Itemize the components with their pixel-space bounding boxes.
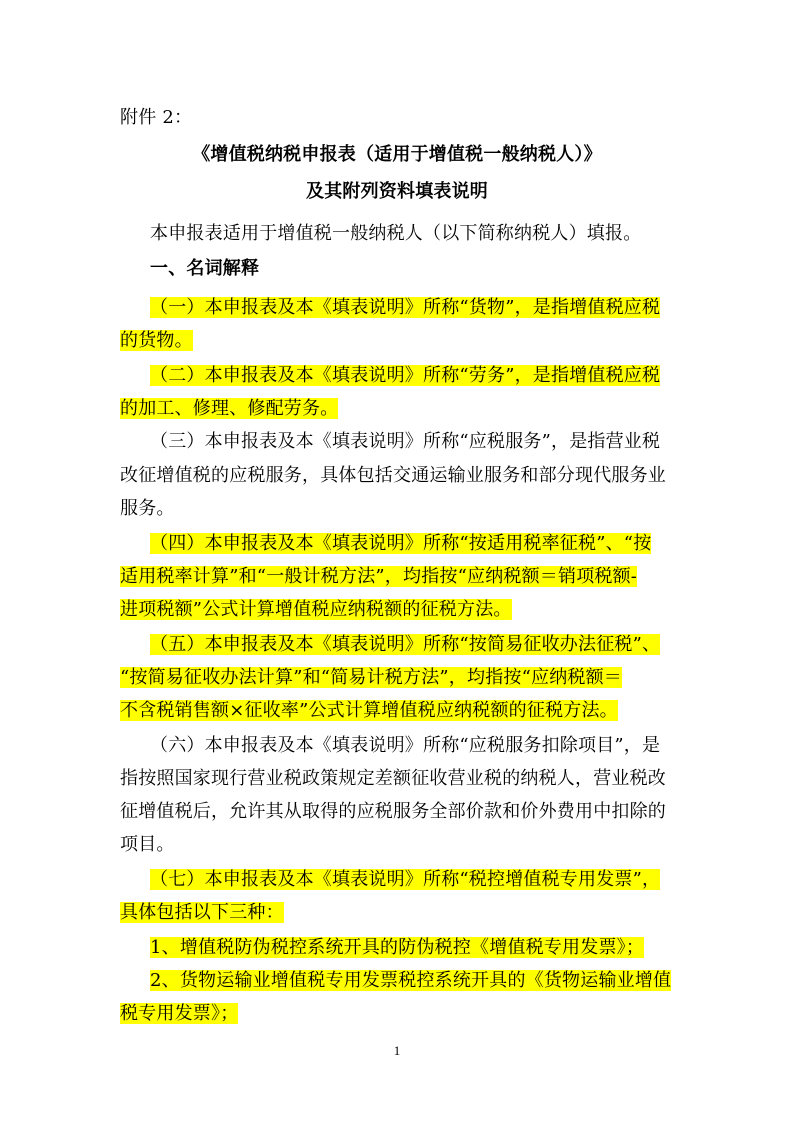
highlighted-text: （二）本申报表及本《填表说明》所称“劳务”，是指增值税应税	[150, 365, 661, 386]
paragraph-line	[120, 1002, 675, 1026]
paragraph-line	[150, 296, 675, 320]
attachment-label: 附件 2：	[120, 107, 193, 128]
paragraph-line	[150, 633, 675, 657]
highlighted-text: 适用税率计算”和“一般计税方法”，均指按“应纳税额＝销项税额-	[120, 566, 638, 587]
paragraph-line: 指按照国家现行营业税政策规定差额征收营业税的纳税人，营业税改	[120, 768, 666, 789]
paragraph-line	[120, 699, 675, 723]
paragraph-line: 服务。	[120, 498, 175, 519]
highlighted-text: 2、货物运输业增值税专用发票税控系统开具的《货物运输业增值	[150, 970, 672, 991]
highlighted-text: （一）本申报表及本《填表说明》所称“货物”，是指增值税应税	[150, 297, 661, 318]
paragraph-line	[150, 364, 675, 388]
paragraph-line	[120, 329, 675, 353]
highlighted-text: “按简易征收办法计算”和“简易计税方法”，均指按“应纳税额＝	[120, 667, 623, 688]
document-title-line2: 及其附列资料填表说明	[306, 181, 488, 202]
highlighted-text: 的货物。	[120, 330, 193, 351]
section-heading: 一、名词解释	[150, 258, 260, 279]
paragraph-line	[150, 969, 675, 993]
paragraph-line	[120, 565, 675, 589]
paragraph-line	[150, 868, 675, 892]
paragraph-line	[120, 666, 675, 690]
paragraph-line	[120, 397, 675, 421]
intro-paragraph: 本申报表适用于增值税一般纳税人（以下简称纳税人）填报。	[150, 223, 642, 244]
highlighted-text: （五）本申报表及本《填表说明》所称“按简易征收办法征税”、	[150, 634, 661, 655]
paragraph-line	[150, 936, 675, 960]
paragraph-line: 改征增值税的应税服务，具体包括交通运输业服务和部分现代服务业	[120, 465, 666, 486]
document-title-line1: 《增值税纳税申报表（适用于增值税一般纳税人）》	[192, 144, 602, 165]
highlighted-text: 不含税销售额×征收率”公式计算增值税应纳税额的征税方法。	[120, 700, 618, 721]
paragraph-line: （六）本申报表及本《填表说明》所称“应税服务扣除项目”，是	[150, 735, 661, 756]
paragraph-line	[120, 598, 675, 622]
paragraph-line	[120, 901, 675, 925]
highlighted-text: 具体包括以下三种：	[120, 902, 284, 923]
page-number: 1	[393, 1043, 401, 1058]
highlighted-text: （七）本申报表及本《填表说明》所称“税控增值税专用发票”，	[150, 869, 661, 890]
highlighted-text: 1、增值税防伪税控系统开具的防伪税控《增值税专用发票》；	[150, 937, 645, 958]
highlighted-text: 税专用发票》；	[120, 1003, 239, 1024]
paragraph-line	[150, 532, 675, 556]
highlighted-text: 的加工、修理、修配劳务。	[120, 398, 339, 419]
highlighted-text: （四）本申报表及本《填表说明》所称“按适用税率征税”、“按	[150, 533, 652, 554]
paragraph-line: 项目。	[120, 834, 175, 855]
highlighted-text: 进项税额”公式计算增值税应纳税额的征税方法。	[120, 599, 512, 620]
paragraph-line: 征增值税后，允许其从取得的应税服务全部价款和价外费用中扣除的	[120, 801, 666, 822]
paragraph-line: （三）本申报表及本《填表说明》所称“应税服务”，是指营业税	[150, 431, 661, 452]
